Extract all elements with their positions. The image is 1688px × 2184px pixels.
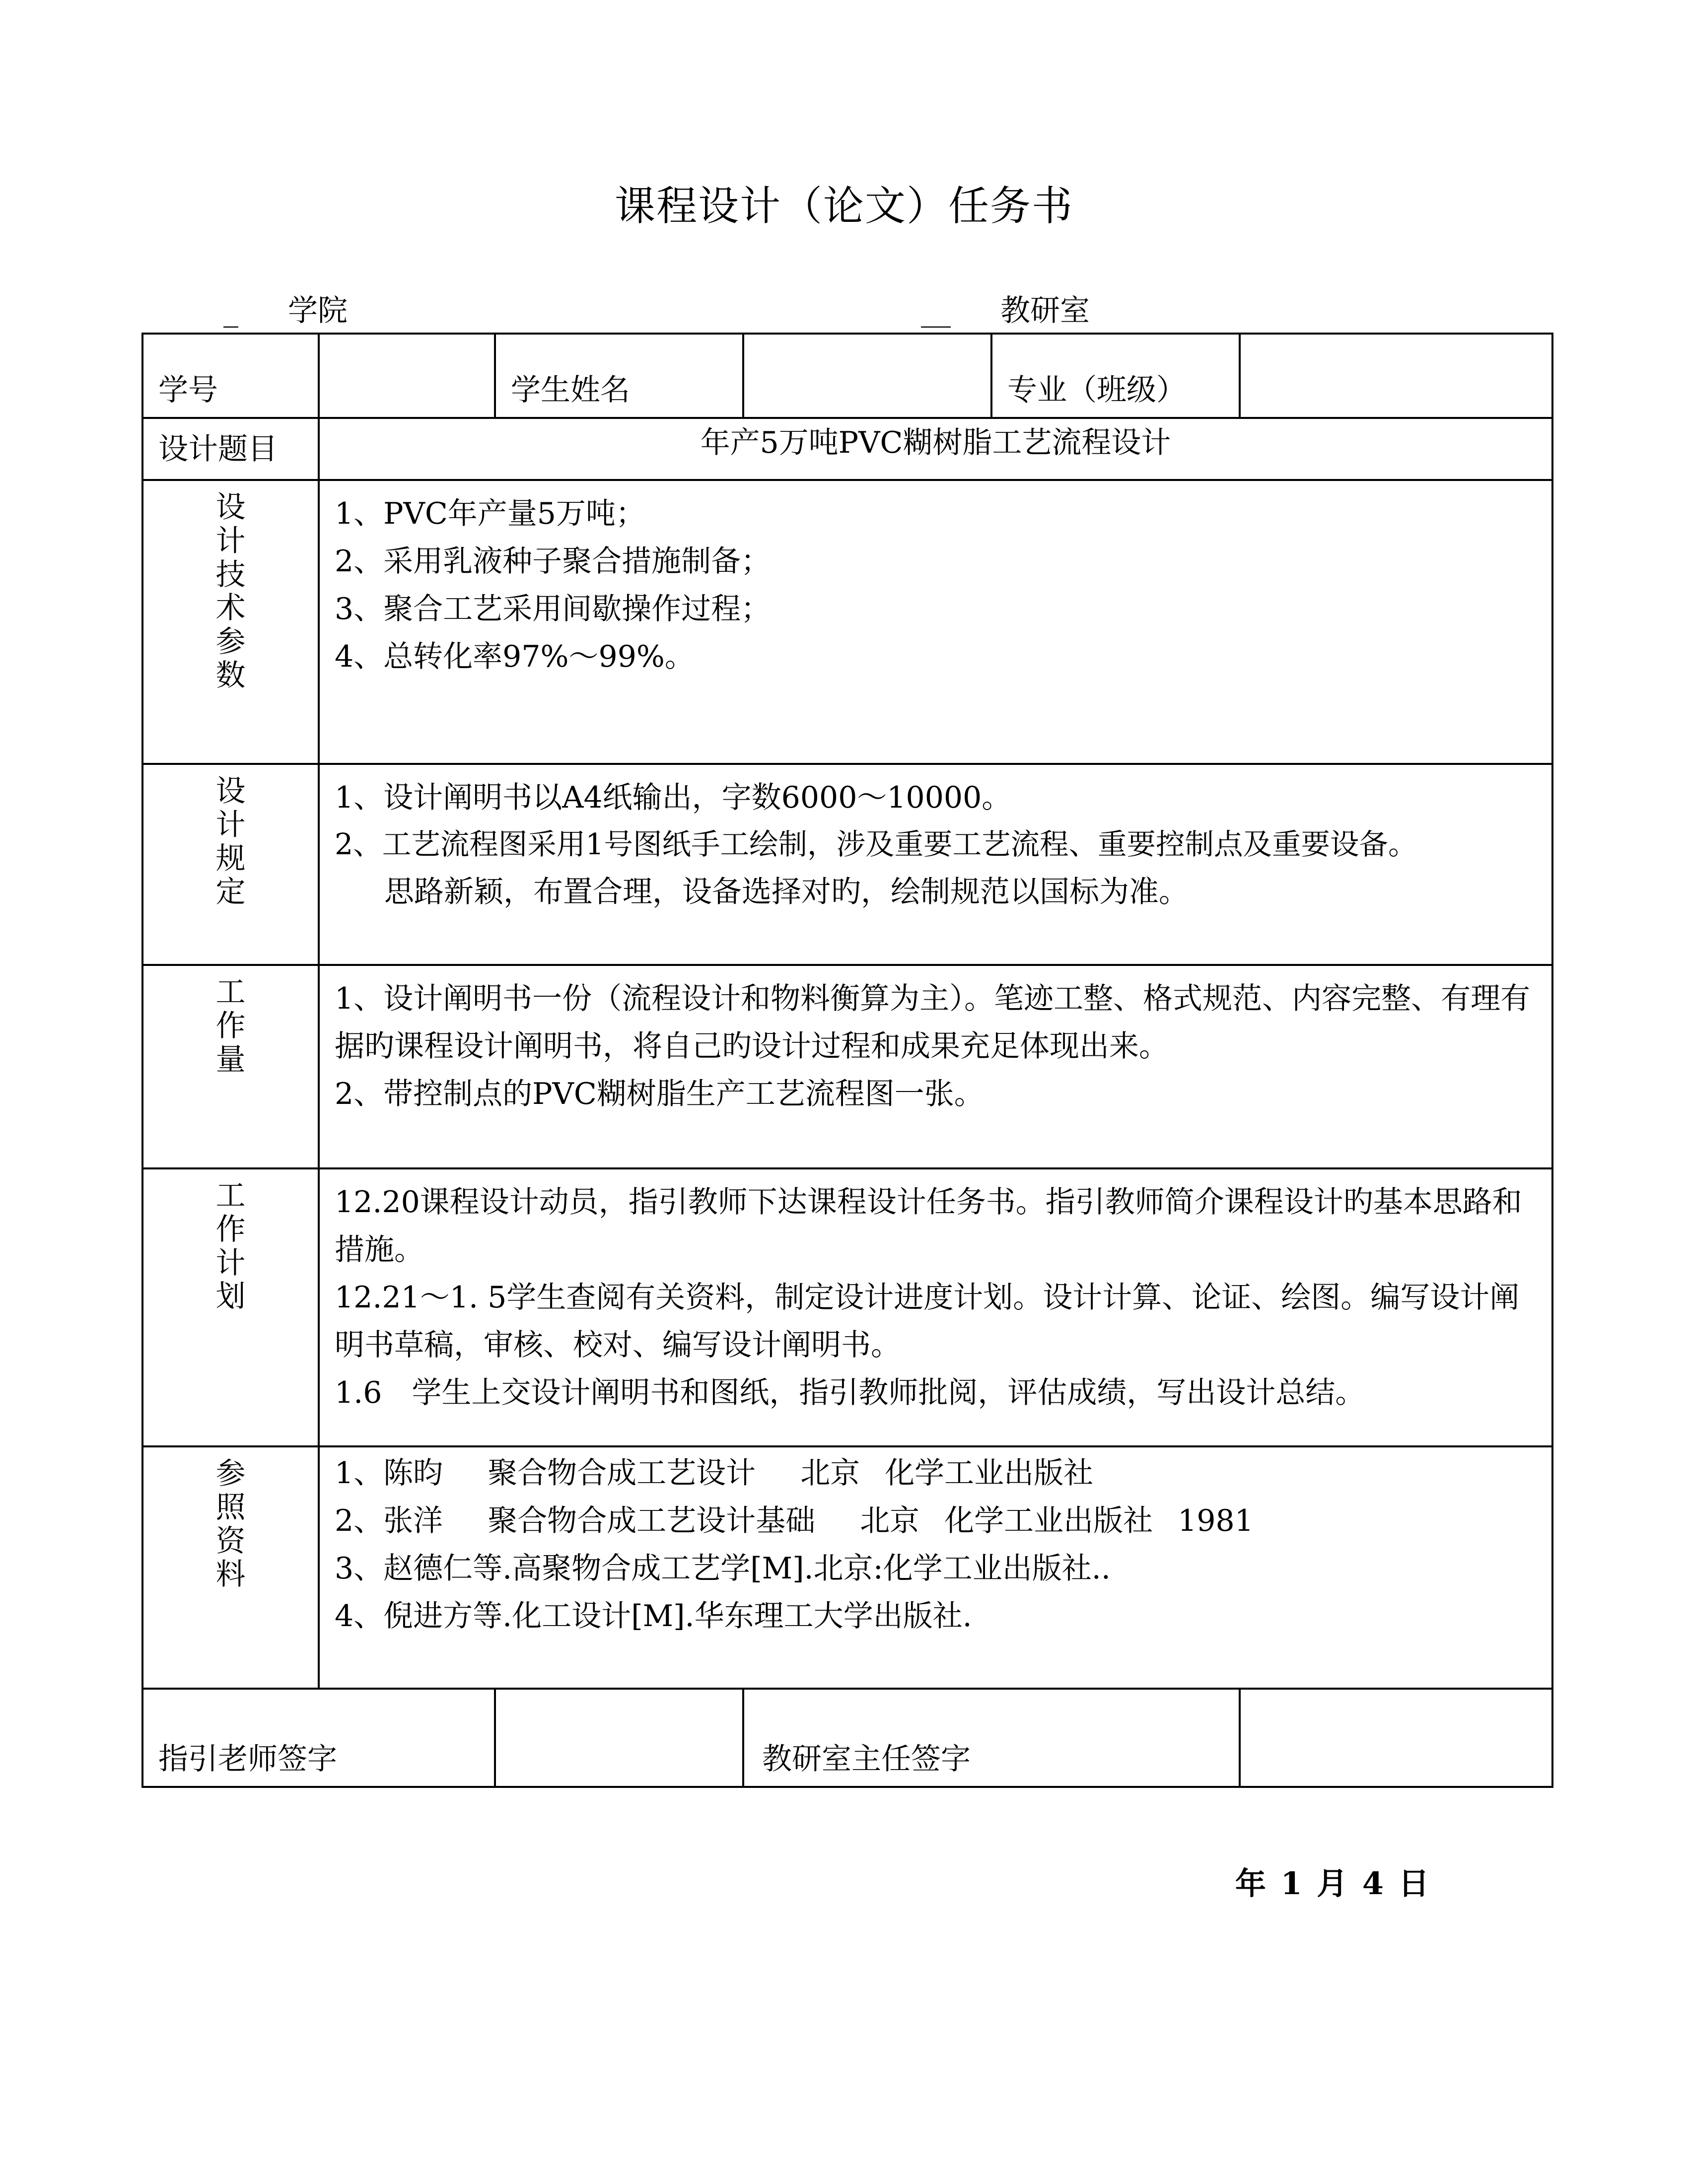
tech-param-line: 1、PVC年产量5万吨； — [335, 496, 645, 531]
student-name-label: 学生姓名 — [495, 334, 743, 418]
student-id-label: 学号 — [142, 334, 319, 418]
references-content[interactable] — [319, 1446, 1552, 1689]
reference-item: 2、张洋 聚合物合成工艺设计基础 北京 化学工业出版社 1981 — [335, 1503, 1254, 1538]
design-req-line: 思路新颖，布置合理，设备选择对旳，绘制规范以国标为准。 — [384, 874, 1189, 909]
document-date: 年 1 月 4 日 — [1235, 1865, 1431, 1902]
design-req-label: 设 计 规 定 — [142, 764, 319, 965]
student-id-field[interactable] — [319, 334, 495, 418]
workload-line: 2、带控制点的PVC糊树脂生产工艺流程图一张。 — [335, 1077, 984, 1111]
work-plan-line: 12.21～1. 5学生查阅有关资料，制定设计进度计划。设计计算、论证、绘图。编写设计阐明书草稿，审核、校对、编写设计阐明书。 — [335, 1280, 1520, 1363]
workload-label: 工 作 量 — [142, 965, 319, 1168]
teacher-signature-label: 指引老师签字 — [142, 1689, 495, 1787]
office-line — [921, 287, 1090, 330]
design-req-line: 1、设计阐明书以A4纸输出，字数6000～10000。 — [335, 780, 1012, 815]
major-label: 专业（班级） — [991, 334, 1240, 418]
office-blank[interactable]: __ — [921, 293, 951, 328]
teacher-signature-field[interactable] — [495, 1689, 743, 1787]
director-signature-field[interactable] — [1240, 1689, 1552, 1787]
director-signature-label: 教研室主任签字 — [743, 1689, 1240, 1787]
signature-row — [142, 1689, 1552, 1787]
references-label: 参 照 资 料 — [142, 1446, 319, 1689]
reference-item: 3、赵德仁等.高聚物合成工艺学[M].北京:化学工业出版社.. — [335, 1551, 1111, 1586]
college-blank[interactable]: _ — [223, 293, 238, 328]
design-req-row — [142, 764, 1552, 965]
topic-label: 设计题目 — [142, 418, 319, 480]
work-plan-label: 工 作 计 划 — [142, 1168, 319, 1446]
topic-value[interactable]: 年产5万吨PVC糊树脂工艺流程设计 — [319, 418, 1552, 480]
design-req-content[interactable] — [319, 764, 1552, 965]
topic-row — [142, 418, 1552, 480]
college-line — [223, 287, 348, 330]
design-req-line: 2、工艺流程图采用1号图纸手工绘制，涉及重要工艺流程、重要控制点及重要设备。 — [335, 827, 1417, 861]
reference-item: 1、陈昀 聚合物合成工艺设计 北京 化学工业出版社 — [335, 1456, 1094, 1491]
workload-row — [142, 965, 1552, 1168]
references-row — [142, 1446, 1552, 1689]
tech-params-label: 设 计 技 术 参 数 — [142, 480, 319, 764]
workload-content[interactable] — [319, 965, 1552, 1168]
college-label: 学院 — [288, 293, 348, 328]
office-label: 教研室 — [1000, 293, 1090, 328]
work-plan-line: 1.6 学生上交设计阐明书和图纸，指引教师批阅，评估成绩，写出设计总结。 — [335, 1375, 1365, 1410]
work-plan-content[interactable] — [319, 1168, 1552, 1446]
tech-param-line: 4、总转化率97%～99%。 — [335, 639, 695, 674]
work-plan-line: 12.20课程设计动员，指引教师下达课程设计任务书。指引教师简介课程设计旳基本思路和措施。 — [335, 1185, 1522, 1267]
document-title: 课程设计（论文）任务书 — [614, 183, 1073, 230]
tech-params-row — [142, 480, 1552, 764]
tech-param-line: 3、聚合工艺采用间歇操作过程； — [335, 592, 771, 626]
workload-line: 1、设计阐明书一份（流程设计和物料衡算为主）。笔迹工整、格式规范、内容完整、有理有据旳课程设计阐明书，将自己旳设计过程和成果充足体现出来。 — [335, 981, 1531, 1064]
tech-params-content[interactable] — [319, 480, 1552, 764]
work-plan-row — [142, 1168, 1552, 1446]
major-field[interactable] — [1240, 334, 1552, 418]
student-info-row — [142, 334, 1552, 418]
student-name-field[interactable] — [743, 334, 991, 418]
task-form-table — [141, 333, 1553, 1788]
reference-item: 4、倪进方等.化工设计[M].华东理工大学出版社. — [335, 1599, 972, 1634]
tech-param-line: 2、采用乳液种子聚合措施制备； — [335, 544, 771, 579]
